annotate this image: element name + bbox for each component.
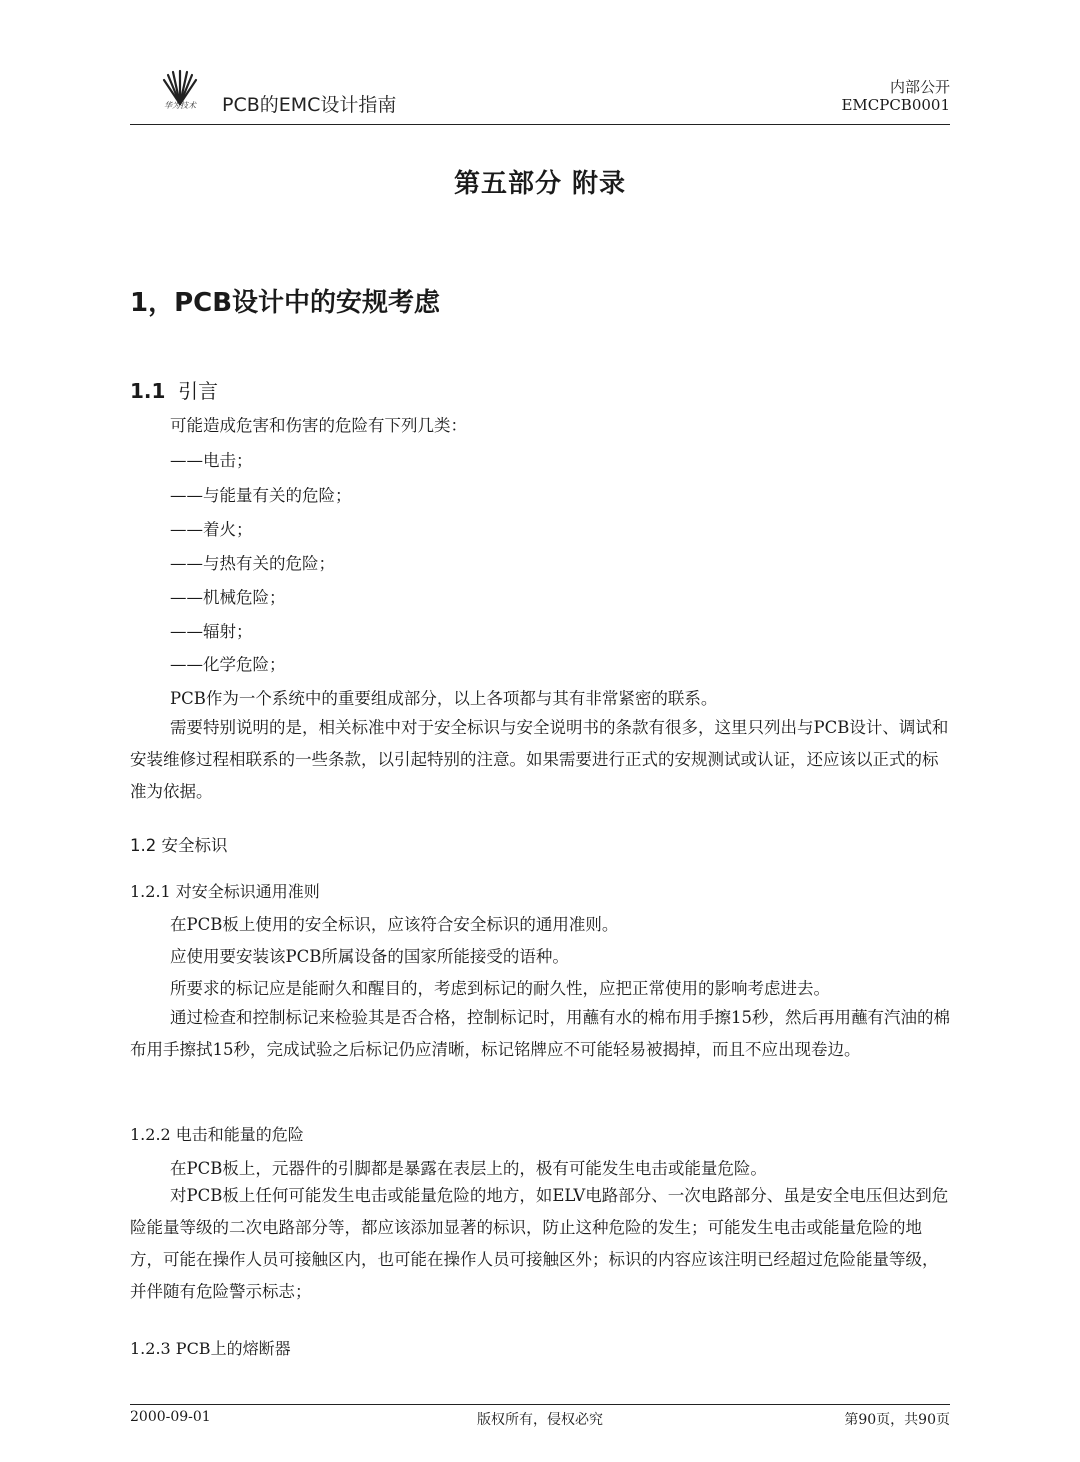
logo-caption: 华为技术: [164, 101, 196, 110]
page-footer: [130, 1404, 950, 1435]
hazard-item: ——与能量有关的危险；: [170, 486, 352, 505]
section-heading: 1，PCB设计中的安规考虑: [130, 288, 441, 318]
hazard-item: ——辐射；: [170, 622, 253, 641]
paragraph: 通过检查和控制标记来检验其是否合格，控制标记时，用蘸有水的棉布用手擦15秒，然后再用蘸有汽油的棉布用手擦拭15秒，完成试验之后标记仍应清晰，标记铭牌应不可能轻易被揭掉，而且不应出现卷边。: [130, 1008, 950, 1059]
subsection-heading: 1.2 安全标识: [130, 836, 228, 855]
paragraph: 应使用要安装该PCB所属设备的国家所能接受的语种。: [170, 947, 569, 966]
subsubsection-heading: 1.2.3 PCB上的熔断器: [130, 1339, 291, 1358]
part-title: 第五部分 附录: [453, 169, 627, 199]
classification-label: 内部公开: [889, 78, 950, 96]
subsubsection-heading: 1.2.2 电击和能量的危险: [130, 1125, 304, 1144]
page-header: [130, 60, 950, 125]
hazard-item: ——着火；: [170, 520, 253, 539]
hazard-item: ——机械危险；: [170, 588, 286, 607]
hazard-item: ——电击；: [170, 451, 253, 470]
paragraph: 所要求的标记应是能耐久和醒目的，考虑到标记的耐久性，应把正常使用的影响考虑进去。: [170, 979, 830, 998]
paragraph: 需要特别说明的是，相关标准中对于安全标识与安全说明书的条款有很多，这里只列出与PCB设计、调试和安装维修过程相联系的一些条款，以引起特别的注意。如果需要进行正式的安规测试或认证，还应该以正式的标准为依据。: [130, 718, 949, 801]
footer-date: 2000-09-01: [130, 1409, 211, 1425]
hazard-item: ——与热有关的危险；: [170, 554, 335, 573]
footer-copyright: 版权所有，侵权必究: [477, 1412, 603, 1428]
paragraph: 对PCB板上任何可能发生电击或能量危险的地方，如ELV电路部分、一次电路部分、虽是安全电压但达到危险能量等级的二次电路部分等，都应该添加显著的标识，防止这种危险的发生；可能发生电击或能量危险的地方，可能在操作人员可接触区内，也可能在操作人员可接触区外；标识的内容应该注明已经超过危险能量等级，并伴随有危险警示标志；: [130, 1186, 949, 1301]
document-title: PCB的EMC设计指南: [222, 94, 397, 116]
subsection-number: 1.1: [130, 379, 166, 403]
subsubsection-heading: 1.2.1 对安全标识通用准则: [130, 882, 320, 901]
subsection-heading: [130, 375, 218, 404]
intro-line: 可能造成危害和伤害的危险有下列几类：: [170, 416, 467, 435]
paragraph: PCB作为一个系统中的重要组成部分，以上各项都与其有非常紧密的联系。: [170, 689, 718, 708]
document-code: EMCPCB0001: [841, 96, 950, 114]
subsection-title: 引言: [178, 379, 219, 403]
hazard-item: ——化学危险；: [170, 655, 286, 674]
footer-page-number: 第90页，共90页: [844, 1412, 950, 1428]
paragraph: 在PCB板上，元器件的引脚都是暴露在表层上的，极有可能发生电击或能量危险。: [170, 1159, 767, 1178]
paragraph: 在PCB板上使用的安全标识，应该符合安全标识的通用准则。: [170, 915, 619, 934]
